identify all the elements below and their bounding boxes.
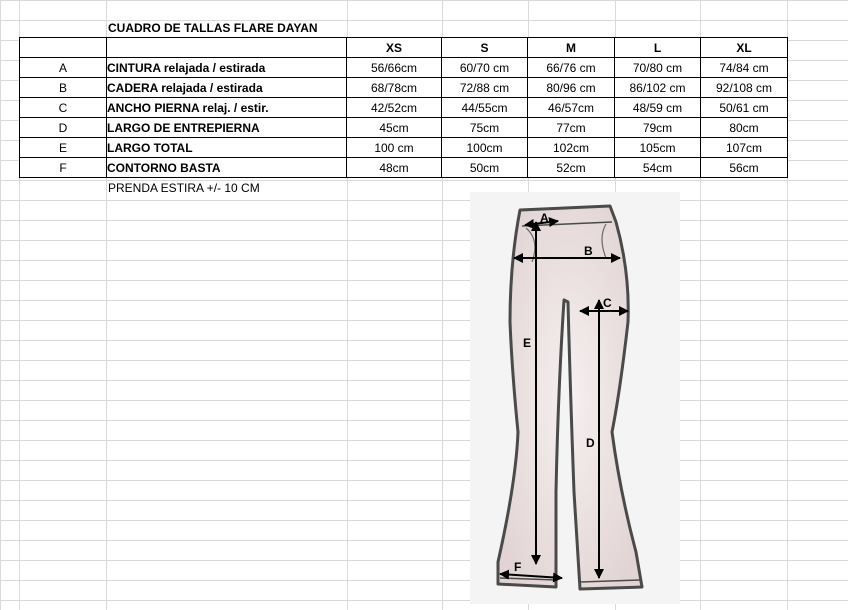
diagram-label-b: B	[584, 244, 593, 258]
size-chart-table	[19, 37, 788, 178]
diagram-label-d: D	[586, 436, 595, 450]
row-letter-cell[interactable]: A	[20, 58, 107, 78]
pants-diagram	[470, 192, 680, 604]
value-cell[interactable]: 75cm	[442, 118, 528, 138]
value-cell[interactable]: 100 cm	[347, 138, 442, 158]
header-empty-cell[interactable]	[20, 38, 107, 58]
sheet-title: CUADRO DE TALLAS FLARE DAYAN	[108, 21, 318, 35]
diagram-label-a: A	[540, 211, 549, 225]
value-cell[interactable]: 80/96 cm	[528, 78, 615, 98]
value-cell[interactable]: 48/59 cm	[615, 98, 701, 118]
table-header-row	[20, 38, 788, 58]
value-cell[interactable]: 102cm	[528, 138, 615, 158]
value-cell[interactable]: 105cm	[615, 138, 701, 158]
value-cell[interactable]: 77cm	[528, 118, 615, 138]
table-row	[20, 158, 788, 178]
diagram-label-f: F	[514, 560, 522, 574]
table-row	[20, 98, 788, 118]
value-cell[interactable]: 50/61 cm	[701, 98, 788, 118]
value-cell[interactable]: 56/66cm	[347, 58, 442, 78]
row-letter-cell[interactable]: B	[20, 78, 107, 98]
value-cell[interactable]: 42/52cm	[347, 98, 442, 118]
table-row	[20, 138, 788, 158]
table-row	[20, 118, 788, 138]
value-cell[interactable]: 100cm	[442, 138, 528, 158]
row-letter-cell[interactable]: E	[20, 138, 107, 158]
measure-label-cell[interactable]: CONTORNO BASTA	[107, 158, 347, 178]
measure-label-cell[interactable]: LARGO TOTAL	[107, 138, 347, 158]
value-cell[interactable]: 79cm	[615, 118, 701, 138]
stretch-note: PRENDA ESTIRA +/- 10 CM	[108, 181, 260, 195]
measure-label-cell[interactable]: CADERA relajada / estirada	[107, 78, 347, 98]
size-header-xs[interactable]: XS	[347, 38, 442, 58]
diagram-label-e: E	[523, 336, 532, 350]
row-letter-cell[interactable]: D	[20, 118, 107, 138]
value-cell[interactable]: 56cm	[701, 158, 788, 178]
value-cell[interactable]: 66/76 cm	[528, 58, 615, 78]
value-cell[interactable]: 68/78cm	[347, 78, 442, 98]
table-row	[20, 58, 788, 78]
diagram-label-c: C	[603, 296, 612, 310]
row-letter-cell[interactable]: C	[20, 98, 107, 118]
value-cell[interactable]: 50cm	[442, 158, 528, 178]
measure-label-cell[interactable]: CINTURA relajada / estirada	[107, 58, 347, 78]
table-row	[20, 78, 788, 98]
value-cell[interactable]: 54cm	[615, 158, 701, 178]
size-header-xl[interactable]: XL	[701, 38, 788, 58]
header-empty-cell[interactable]	[107, 38, 347, 58]
row-letter-cell[interactable]: F	[20, 158, 107, 178]
value-cell[interactable]: 72/88 cm	[442, 78, 528, 98]
value-cell[interactable]: 48cm	[347, 158, 442, 178]
value-cell[interactable]: 52cm	[528, 158, 615, 178]
value-cell[interactable]: 70/80 cm	[615, 58, 701, 78]
value-cell[interactable]: 92/108 cm	[701, 78, 788, 98]
measure-label-cell[interactable]: ANCHO PIERNA relaj. / estir.	[107, 98, 347, 118]
value-cell[interactable]: 46/57cm	[528, 98, 615, 118]
size-header-m[interactable]: M	[528, 38, 615, 58]
value-cell[interactable]: 74/84 cm	[701, 58, 788, 78]
value-cell[interactable]: 45cm	[347, 118, 442, 138]
size-header-s[interactable]: S	[442, 38, 528, 58]
measure-label-cell[interactable]: LARGO DE ENTREPIERNA	[107, 118, 347, 138]
value-cell[interactable]: 86/102 cm	[615, 78, 701, 98]
value-cell[interactable]: 107cm	[701, 138, 788, 158]
value-cell[interactable]: 44/55cm	[442, 98, 528, 118]
value-cell[interactable]: 60/70 cm	[442, 58, 528, 78]
size-header-l[interactable]: L	[615, 38, 701, 58]
value-cell[interactable]: 80cm	[701, 118, 788, 138]
